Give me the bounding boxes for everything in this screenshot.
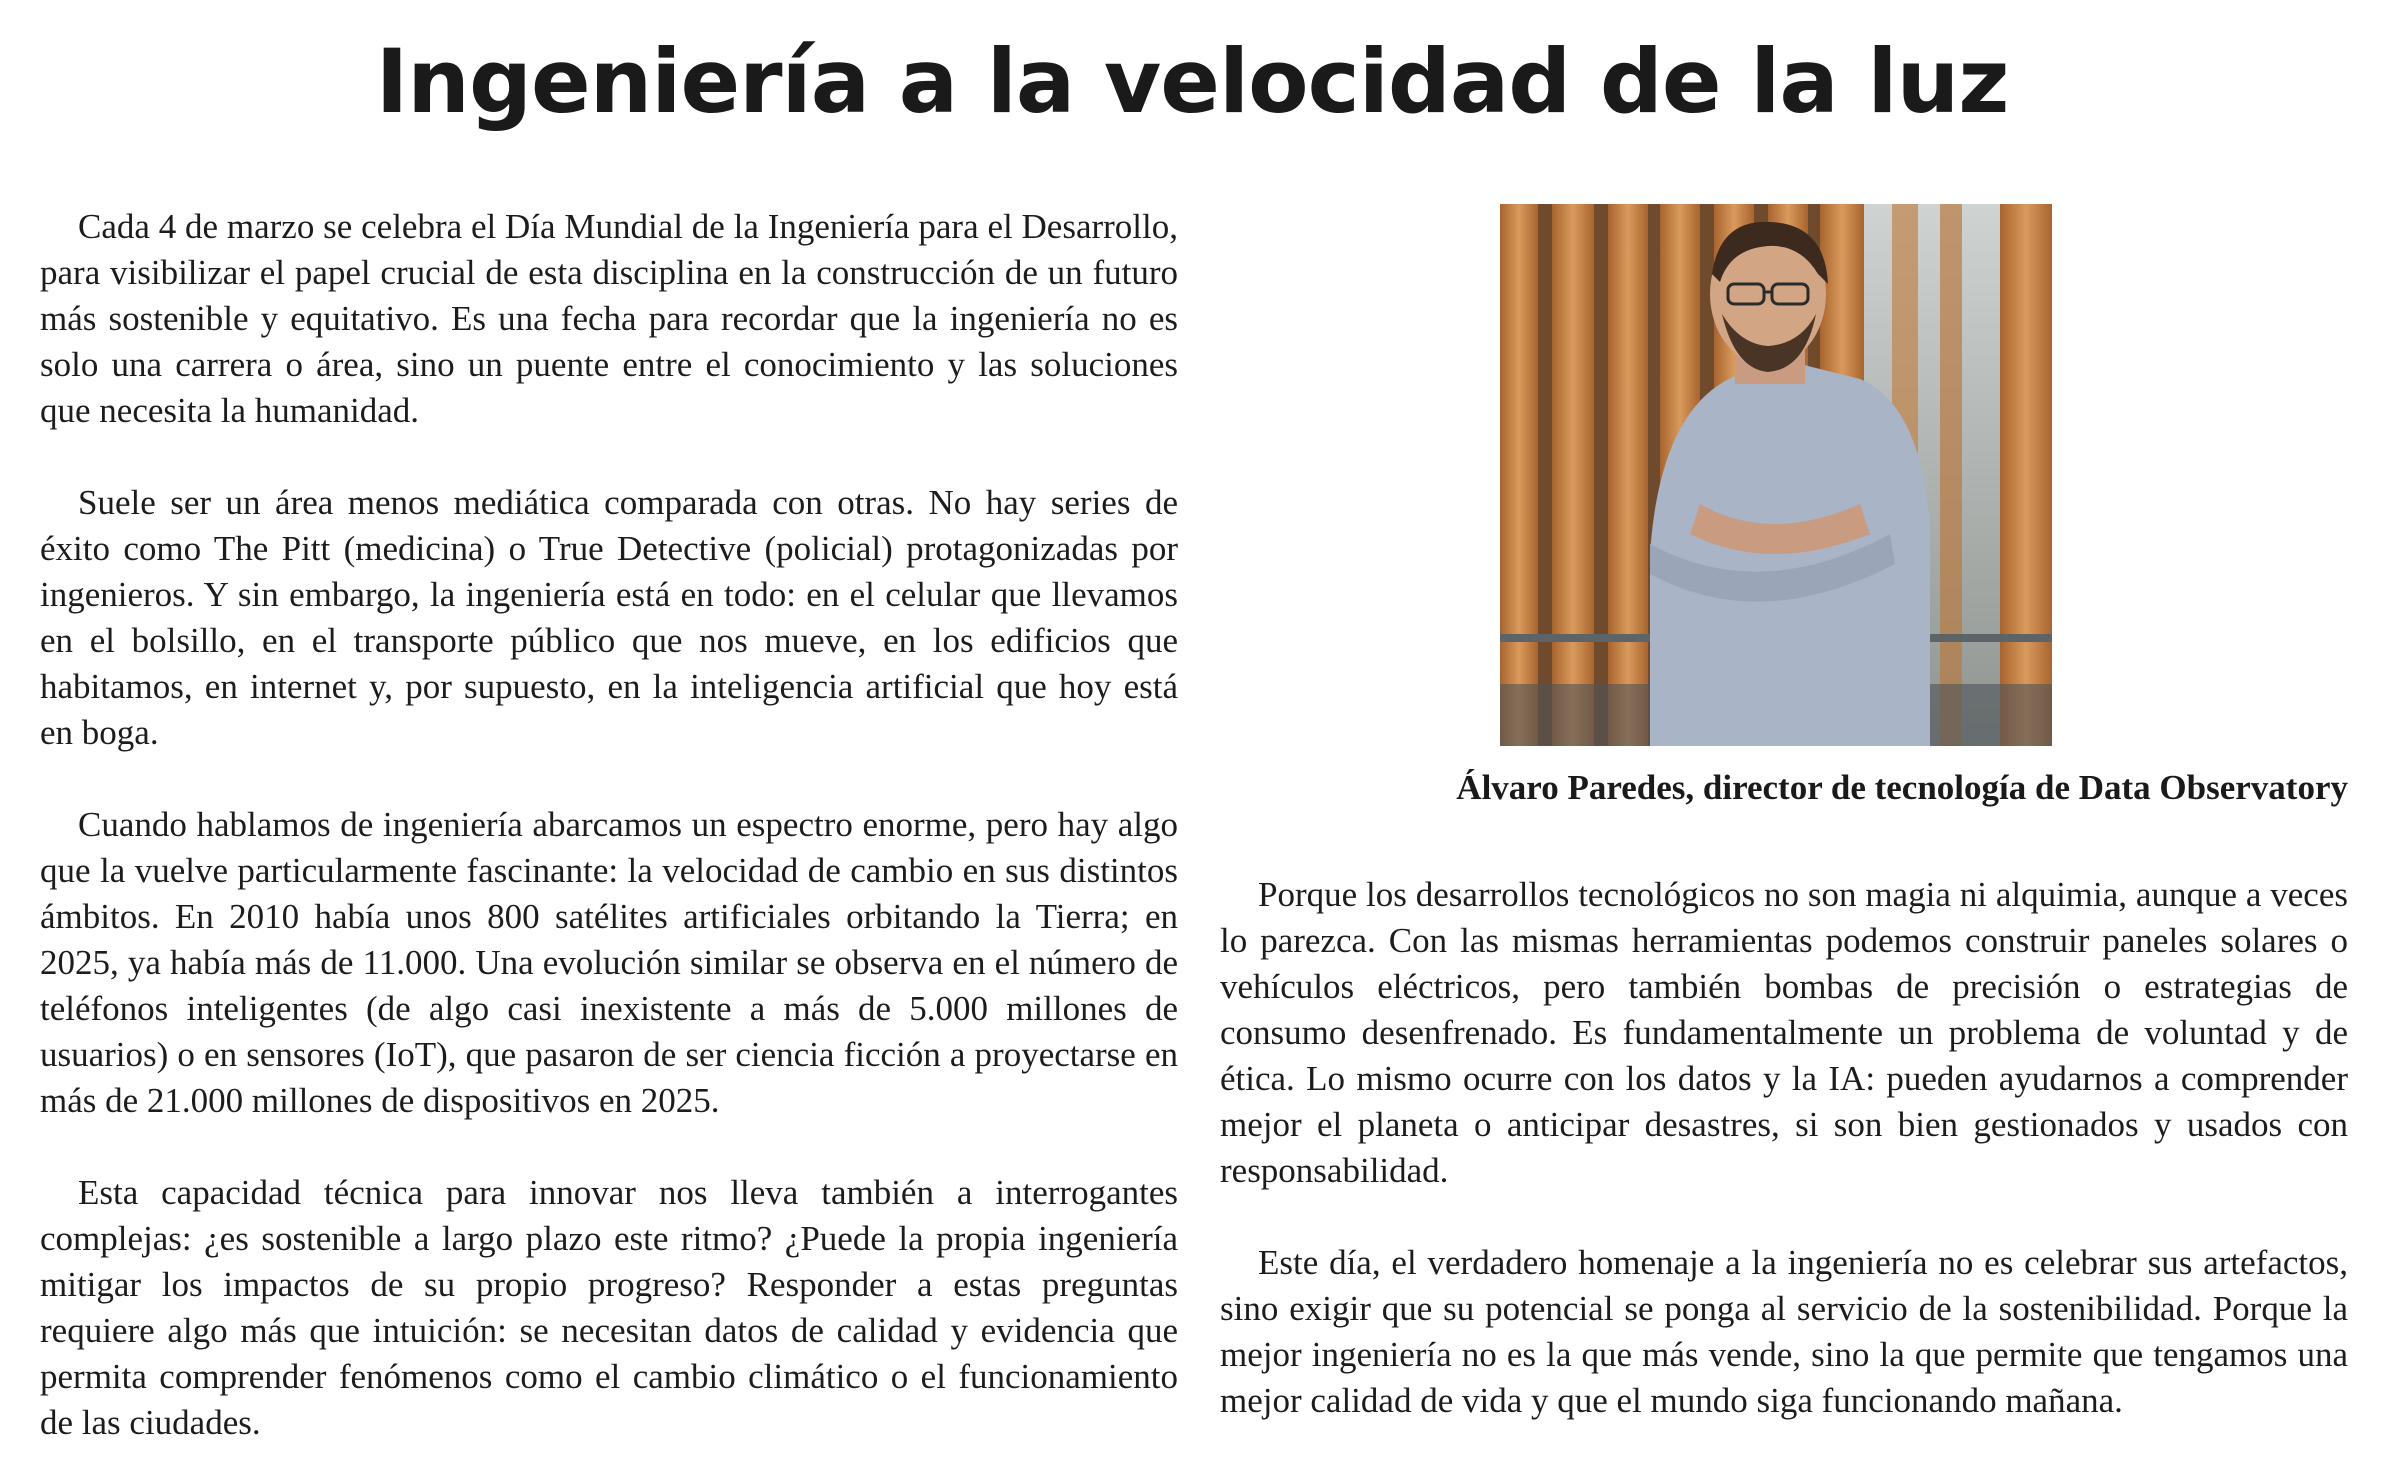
paragraph-1: Cada 4 de marzo se celebra el Día Mundial de la Ingeniería para el Desarrollo, para visibilizar el papel crucial de esta disciplina en la construcción de un futuro más sostenible y equitativo. Es una fecha para recordar que la ingeniería no es solo una carrera o área, sino un puente entre el conocimiento y las soluciones que necesita la humanidad. bbox=[40, 207, 1178, 430]
article-body-right-column bbox=[1220, 872, 2348, 1424]
portrait-photo bbox=[1500, 204, 2052, 746]
article-title: Ingeniería a la velocidad de la luz bbox=[375, 30, 2009, 133]
photo-caption: Álvaro Paredes, director de tecnología de Data Observatory bbox=[1456, 768, 2348, 807]
paragraph-3: Cuando hablamos de ingeniería abarcamos un espectro enorme, pero hay algo que la vuelve particularmente fascinante: la velocidad de cambio en sus distintos ámbitos. En 2010 había unos 800 satélites artificiales orbitando la Tierra; en 2025, ya había más de 11.000. Una evolución similar se observa en el número de teléfonos inteligentes (de algo casi inexistente a más de 5.000 millones de usuarios) o en sensores (IoT), que pasaron de ser ciencia ficción a proyectarse en más de 21.000 millones de dispositivos en 2025. bbox=[40, 805, 1178, 1120]
paragraph-2: Suele ser un área menos mediática comparada con otras. No hay series de éxito como The Pitt (medicina) o True Detective (policial) protagonizadas por ingenieros. Y sin embargo, la ingeniería está en todo: en el celular que llevamos en el bolsillo, en el transporte público que nos mueve, en los edificios que habitamos, en internet y, por supuesto, en la inteligencia artificial que hoy está en boga. bbox=[40, 483, 1178, 752]
paragraph-4: Esta capacidad técnica para innovar nos lleva también a interrogantes complejas: ¿es sostenible a largo plazo este ritmo? ¿Puede la propia ingeniería mitigar los impactos de su propio progreso? Responder a estas preguntas requiere algo más que intuición: se necesitan datos de calidad y evidencia que permita comprender fenómenos como el cambio climático o el funcionamiento de las ciudades. bbox=[40, 1173, 1178, 1442]
paragraph-5: Porque los desarrollos tecnológicos no son magia ni alquimia, aunque a veces lo parezca. Con las mismas herramientas podemos construir paneles solares o vehículos eléctricos, pero también bombas de precisión o estrategias de consumo desenfrenado. Es fundamentalmente un problema de voluntad y de ética. Lo mismo ocurre con los datos y la IA: pueden ayudarnos a comprender mejor el planeta o anticipar desastres, si son bien gestionados y usados con responsabilidad. bbox=[1220, 875, 2348, 1190]
paragraph-6: Este día, el verdadero homenaje a la ingeniería no es celebrar sus artefactos, sino exigir que su potencial se ponga al servicio de la sostenibilidad. Porque la mejor ingeniería no es la que más vende, sino la que permite que tengamos una mejor calidad de vida y que el mundo siga funcionando mañana. bbox=[1220, 1243, 2348, 1420]
article-body-left-column bbox=[40, 204, 1178, 1446]
